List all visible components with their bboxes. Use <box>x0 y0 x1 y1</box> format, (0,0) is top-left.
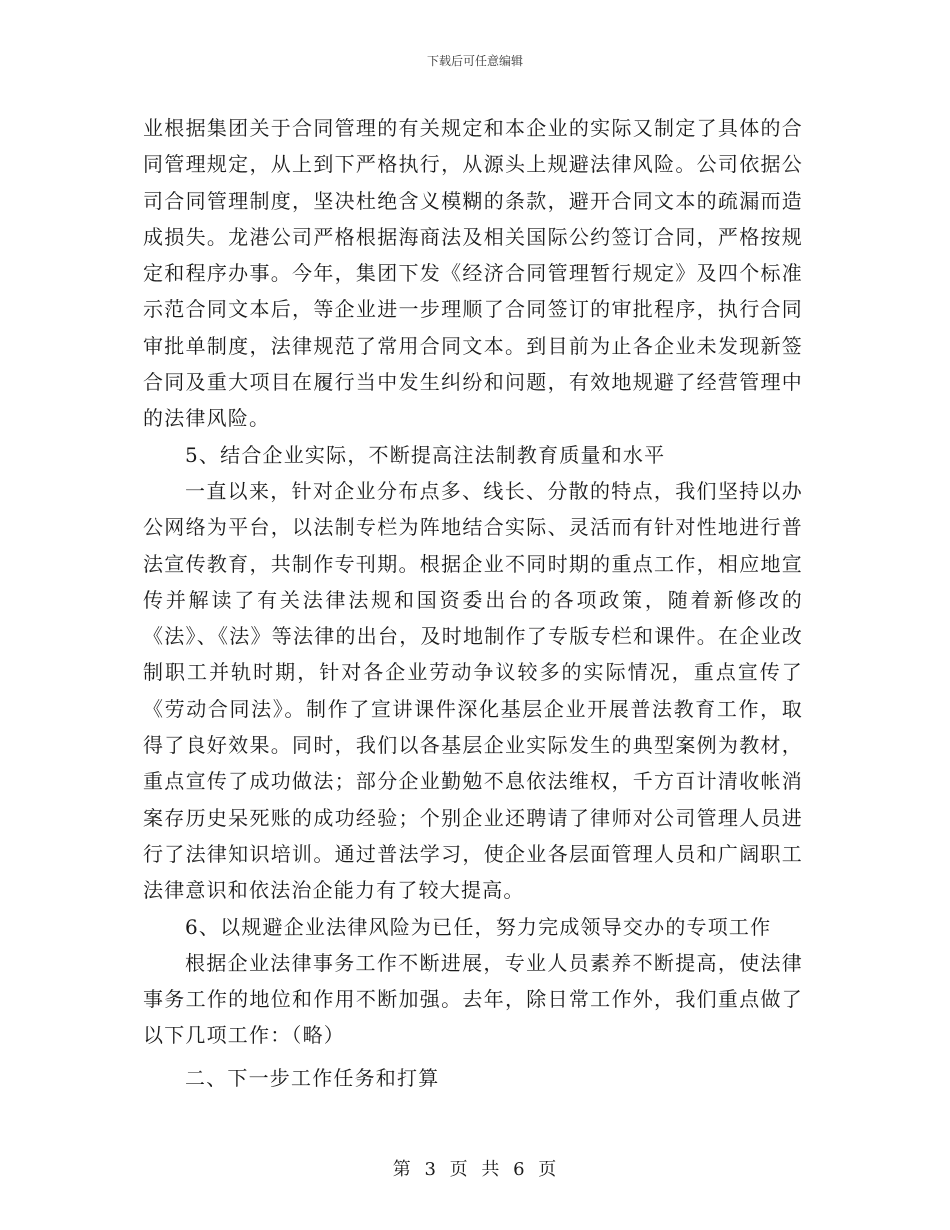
footer-suffix: 页 <box>538 1159 558 1180</box>
footer-page-word: 页 <box>449 1159 469 1180</box>
page-header-note: 下载后可任意编辑 <box>426 54 523 68</box>
document-body <box>143 110 803 1096</box>
paragraph-special-tasks: 根据企业法律事务工作不断进展，专业人员素养不断提高，使法律事务工作的地位和作用不断加强。去年，除日常工作外，我们重点做了以下几项工作：（略） <box>143 950 803 1048</box>
paragraph-legal-education: 一直以来，针对企业分布点多、线长、分散的特点，我们坚持以办公网络为平台，以法制专栏为阵地结合实际、灵活而有针对性地进行普法宣传教育，共制作专刊期。根据企业不同时期的重点工作，相应地宣传并解读了有关法律法规和国资委出台的各项政策，随着新修改的《法》、《法》等法律的出台，及时地制作了专版专栏和课件。在企业改制职工并轨时期，针对各企业劳动争议较多的实际情况，重点宣传了《劳动合同法》。制作了宣讲课件深化基层企业开展普法教育工作，取得了良好效果。同时，我们以各基层企业实际发生的典型案例为教材，重点宣传了成功做法；部分企业勤勉不息依法维权，千方百计清收帐消案存历史呆死账的成功经验；个别企业还聘请了律师对公司管理人员进行了法律知识培训。通过普法学习，使企业各层面管理人员和广阔职工法律意识和依法治企能力有了较大提高。 <box>143 478 803 903</box>
paragraph-contract-management: 业根据集团关于合同管理的有关规定和本企业的实际又制定了具体的合同管理规定，从上到下严格执行，从源头上规避法律风险。公司依据公司合同管理制度，坚决杜绝含义模糊的条款，避开合同文本的疏漏而造成损失。龙港公司严格根据海商法及相关国际公约签订合同，严格按规定和程序办事。今年，集团下发《经济合同管理暂行规定》及四个标准示范合同文本后，等企业进一步理顺了合同签订的审批程序，执行合同审批单制度，法律规范了常用合同文本。到目前为止各企业未发现新签合同及重大项目在履行当中发生纠纷和问题，有效地规避了经营管理中的法律风险。 <box>143 116 803 431</box>
section-heading-6: 6、以规避企业法律风险为已任，努力完成领导交办的专项工作 <box>185 914 772 939</box>
page-number-footer <box>0 1155 950 1181</box>
footer-prefix: 第 <box>392 1159 412 1180</box>
section-heading-5: 5、结合企业实际，不断提高注法制教育质量和水平 <box>185 442 666 467</box>
section-heading-next-steps: 二、下一步工作任务和打算 <box>185 1065 440 1090</box>
footer-total-pages: 6 <box>513 1159 526 1180</box>
footer-current-page: 3 <box>424 1159 437 1180</box>
footer-total-word: 共 <box>481 1159 501 1180</box>
